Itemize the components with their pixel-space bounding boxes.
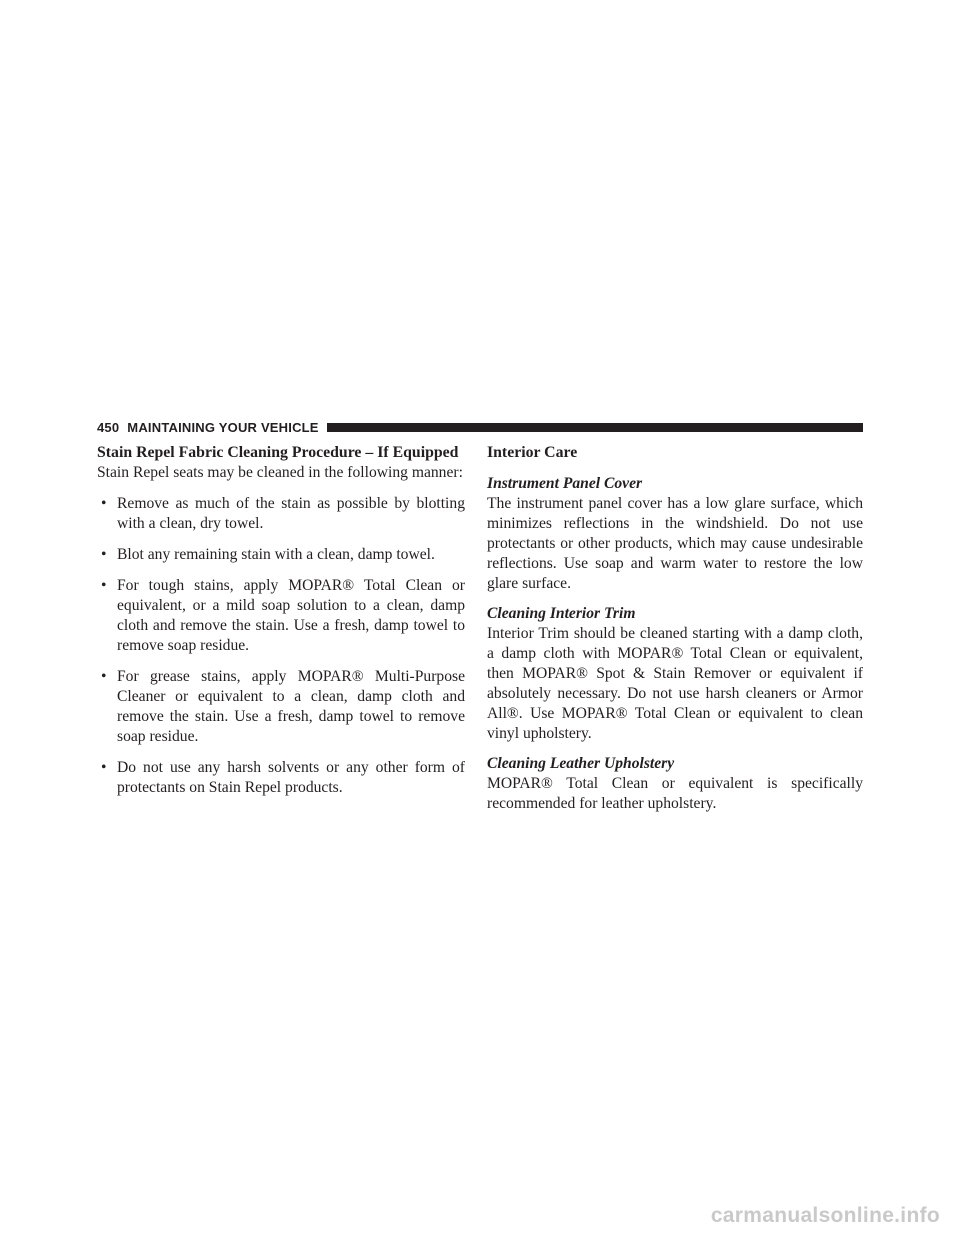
right-column [487, 443, 863, 814]
list-item-text: Do not use any harsh solvents or any other form of protectants on Stain Repel products. [117, 759, 465, 796]
left-column [97, 443, 465, 798]
stain-repel-intro: Stain Repel seats may be cleaned in the following manner: [97, 464, 463, 481]
header-rule [327, 423, 863, 432]
leather-upholstery-subheading: Cleaning Leather Upholstery [487, 755, 675, 772]
list-item [97, 545, 465, 565]
bullet-marker: • [101, 546, 107, 563]
watermark: carmanualsonline.info [710, 1204, 940, 1227]
section-title: MAINTAINING YOUR VEHICLE [127, 419, 319, 435]
interior-trim-subheading: Cleaning Interior Trim [487, 605, 636, 622]
stain-repel-list [97, 494, 465, 798]
page-number: 450 [97, 419, 120, 435]
instrument-panel-subheading: Instrument Panel Cover [487, 475, 643, 492]
bullet-marker: • [101, 495, 107, 512]
bullet-marker: • [101, 668, 107, 685]
list-item [97, 576, 465, 656]
instrument-panel-body: The instrument panel cover has a low glare surface, which minimizes reflections in the windshield. Do not use protectants or other products, which may cause undesirable reflections. Use soap and warm water to restore the low glare surface. [487, 495, 863, 592]
list-item [97, 667, 465, 747]
list-item-text: Remove as much of the stain as possible by blotting with a clean, dry towel. [117, 495, 465, 532]
list-item-text: Blot any remaining stain with a clean, damp towel. [117, 546, 435, 563]
page-header [97, 418, 863, 436]
leather-upholstery-body: MOPAR® Total Clean or equivalent is specifically recommended for leather upholstery. [487, 775, 863, 812]
interior-trim-body: Interior Trim should be cleaned starting with a damp cloth, a damp cloth with MOPAR® Total Clean or equivalent, then MOPAR® Spot & Stain Remover or equivalent if absolutely necessary. Do not use harsh cleaners or Armor All®. Use MOPAR® Total Clean or equivalent to clean vinyl upholstery. [487, 625, 863, 742]
list-item-text: For tough stains, apply MOPAR® Total Clean or equivalent, or a mild soap solution to a clean, damp cloth and remove the stain. Use a fresh, damp towel to remove soap residue. [117, 577, 465, 654]
list-item [97, 758, 465, 798]
list-item-text: For grease stains, apply MOPAR® Multi-Purpose Cleaner or equivalent to a clean, damp cloth and remove the stain. Use a fresh, damp towel to remove soap residue. [117, 668, 465, 745]
list-item [97, 494, 465, 534]
bullet-marker: • [101, 759, 107, 776]
bullet-marker: • [101, 577, 107, 594]
stain-repel-heading: Stain Repel Fabric Cleaning Procedure – If Equipped [97, 444, 459, 461]
interior-care-heading: Interior Care [487, 444, 578, 461]
